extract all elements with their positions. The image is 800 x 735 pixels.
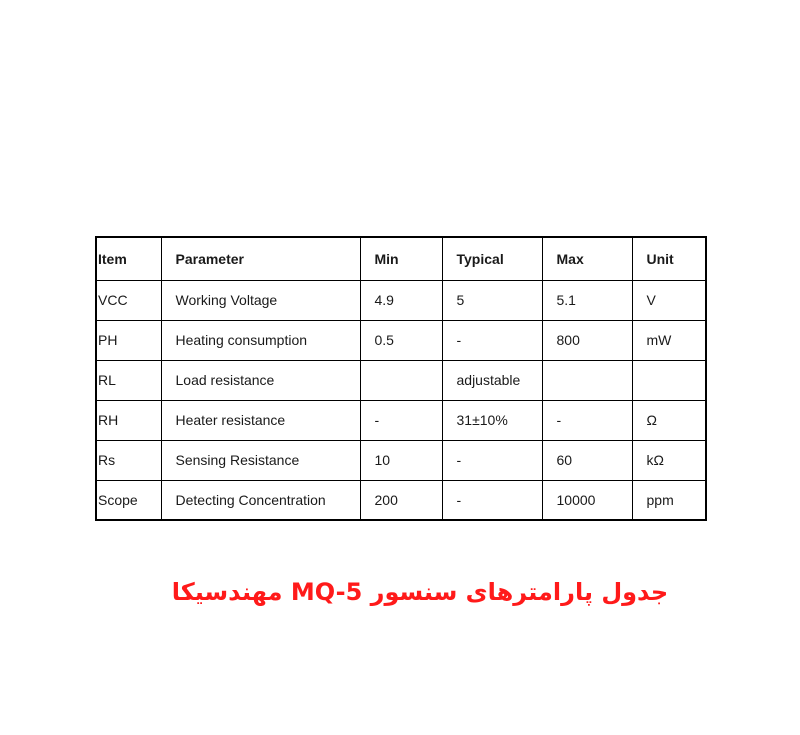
- cell-unit: kΩ: [632, 440, 706, 480]
- cell-item: VCC: [96, 280, 161, 320]
- header-typical: Typical: [442, 237, 542, 280]
- cell-unit: mW: [632, 320, 706, 360]
- header-parameter: Parameter: [161, 237, 360, 280]
- header-min: Min: [360, 237, 442, 280]
- cell-item: RH: [96, 400, 161, 440]
- cell-min: 4.9: [360, 280, 442, 320]
- table-row: [96, 280, 706, 320]
- cell-typical: -: [442, 320, 542, 360]
- cell-min: 10: [360, 440, 442, 480]
- header-unit: Unit: [632, 237, 706, 280]
- cell-parameter: Load resistance: [161, 360, 360, 400]
- cell-unit: V: [632, 280, 706, 320]
- table-row: [96, 360, 706, 400]
- cell-parameter: Heater resistance: [161, 400, 360, 440]
- cell-unit: ppm: [632, 480, 706, 520]
- cell-max: 5.1: [542, 280, 632, 320]
- cell-typical: 31±10%: [442, 400, 542, 440]
- header-item: Item: [96, 237, 161, 280]
- cell-min: -: [360, 400, 442, 440]
- cell-min: 200: [360, 480, 442, 520]
- cell-typical: 5: [442, 280, 542, 320]
- table-row: [96, 480, 706, 520]
- table-row: [96, 320, 706, 360]
- cell-typical: adjustable: [442, 360, 542, 400]
- cell-max: 800: [542, 320, 632, 360]
- cell-item: Scope: [96, 480, 161, 520]
- cell-max: [542, 360, 632, 400]
- cell-max: 60: [542, 440, 632, 480]
- cell-item: RL: [96, 360, 161, 400]
- table-header-row: [96, 237, 706, 280]
- header-max: Max: [542, 237, 632, 280]
- cell-parameter: Heating consumption: [161, 320, 360, 360]
- cell-item: Rs: [96, 440, 161, 480]
- cell-typical: -: [442, 480, 542, 520]
- cell-max: -: [542, 400, 632, 440]
- cell-max: 10000: [542, 480, 632, 520]
- cell-item: PH: [96, 320, 161, 360]
- cell-min: [360, 360, 442, 400]
- table-caption: جدول پارامترهای سنسور MQ-5 مهندسیکا: [171, 578, 669, 606]
- cell-unit: [632, 360, 706, 400]
- cell-parameter: Detecting Concentration: [161, 480, 360, 520]
- cell-typical: -: [442, 440, 542, 480]
- parameters-table: [95, 236, 707, 521]
- cell-unit: Ω: [632, 400, 706, 440]
- cell-parameter: Sensing Resistance: [161, 440, 360, 480]
- table-row: [96, 440, 706, 480]
- cell-min: 0.5: [360, 320, 442, 360]
- cell-parameter: Working Voltage: [161, 280, 360, 320]
- table-row: [96, 400, 706, 440]
